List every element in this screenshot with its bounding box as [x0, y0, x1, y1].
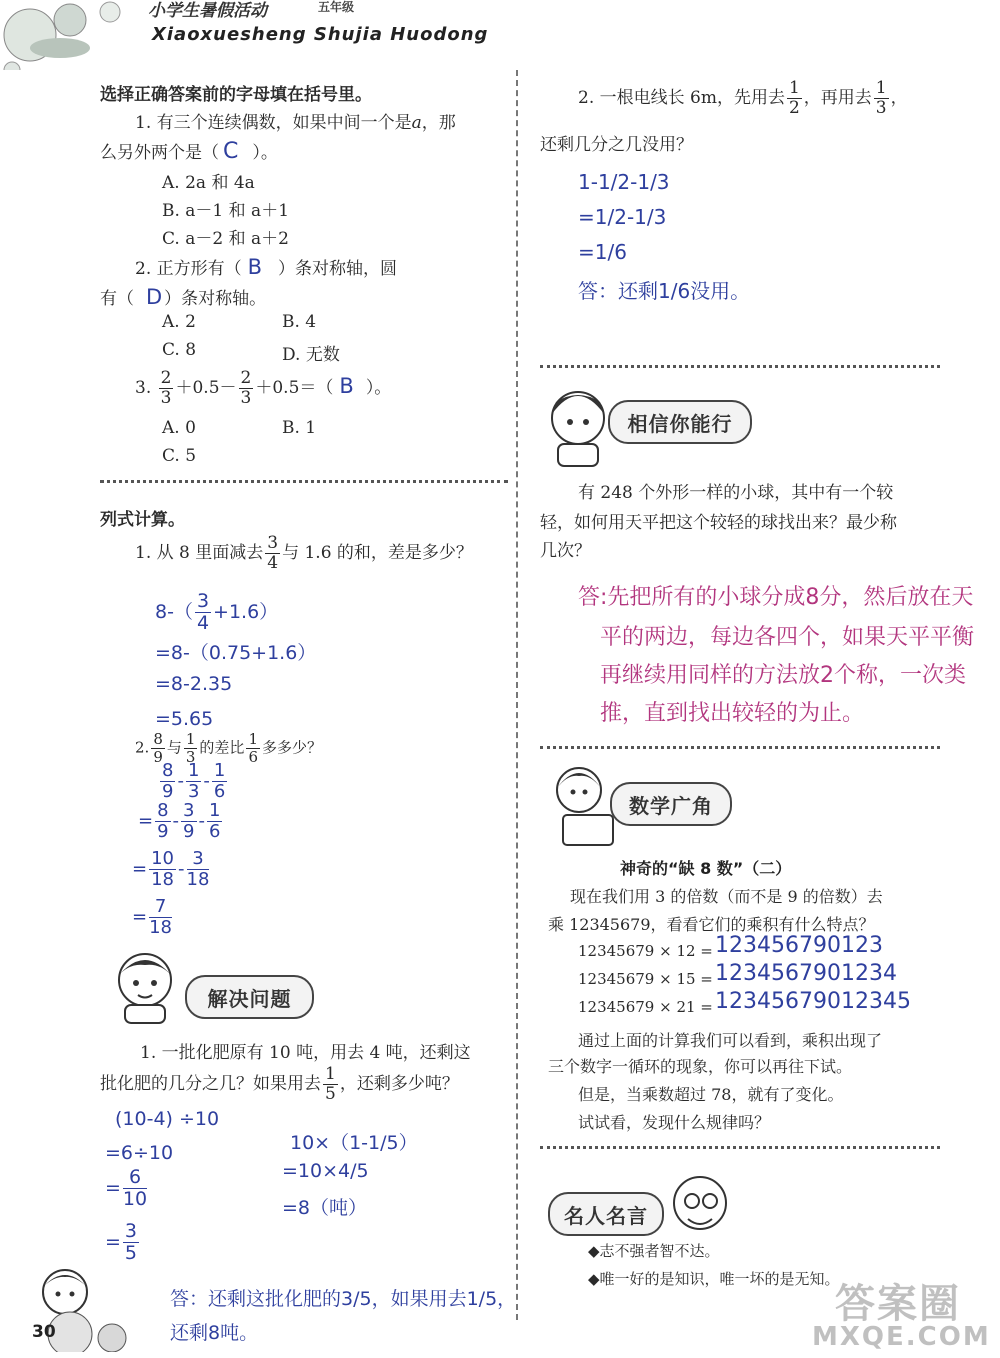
q3-option-c: C. 5	[162, 446, 197, 466]
calc1-work-line3: =8-2.35	[155, 673, 233, 695]
right-q2-work-l3: =1/6	[578, 240, 627, 264]
right-question-2: 2. 一根电线长 6m，先用去 $\frac{1}{2}$ ，再用去 $\frac{1}{3}$ ，	[578, 78, 908, 118]
wide-p1: 现在我们用 3 的倍数（而不是 9 的倍数）去	[570, 887, 883, 906]
wide-p2: 乘 12345679，看看它们的乘积有什么特点？	[548, 915, 875, 934]
watermark-url: MXQE.COM	[812, 1322, 991, 1352]
badge-famous-quotes: 名人名言	[548, 1192, 664, 1236]
right-q2-work-l2: =1/2-1/3	[578, 205, 667, 229]
calc2-work-row1: $\frac{8}{9}$ - $\frac{1}{3}$ - $\frac{1}{6}$	[162, 760, 226, 802]
puzzle-line1: 有 248 个外形一样的小球，其中有一个较	[578, 483, 894, 503]
header-title: 小学生暑假活动	[148, 1, 267, 21]
badge-believe-you-can: 相信你能行	[608, 400, 752, 444]
q3-option-b: B. 1	[282, 418, 317, 438]
fraction: $\frac{3}{4}$	[267, 533, 279, 573]
mult-expr-3: 12345679 × 21 =	[578, 998, 713, 1016]
p1-work-left-l4: = $\frac{3}{5}$	[105, 1220, 138, 1264]
old-man-icon	[660, 1165, 740, 1245]
header-edition: 五年级	[318, 0, 355, 14]
mult-expr-1: 12345679 × 12 =	[578, 942, 713, 960]
puzzle-line3: 几次？	[540, 541, 591, 561]
q1-option-c: C. a－2 和 a＋2	[162, 229, 289, 249]
divider	[540, 746, 940, 749]
calc2-work-row4: = $\frac{7}{18}$	[132, 896, 172, 938]
divider	[540, 1146, 940, 1149]
calc-question-2: 2. $\frac{8}{9}$ 与 $\frac{1}{3}$ 的差比 $\frac{1}{6}$ 多多少？	[135, 730, 322, 766]
p1-work-right-l2: =10×4/5	[282, 1160, 369, 1182]
puzzle-answer-l1: 答:先把所有的小球分成8分，然后放在天	[578, 585, 974, 610]
mult-result-3: 12345679012345	[715, 989, 911, 1014]
question-3: 3. $\frac{2}{3}$ ＋0.5－ $\frac{2}{3}$ ＋0.5＝（ B ）。	[135, 368, 392, 408]
answer-q3: B	[339, 374, 354, 398]
p1-answer-line2: 还剩8吨。	[170, 1322, 259, 1344]
puzzle-answer-l2: 平的两边，每边各四个，如果天平平衡	[600, 625, 975, 650]
p1-work-left-l3: = $\frac{6}{10}$	[105, 1166, 148, 1210]
girl-cartoon-icon	[100, 945, 190, 1025]
badge-math-corner: 数学广角	[610, 782, 732, 826]
fraction: $\frac{2}{3}$	[160, 368, 172, 408]
right-question-2-line2: 还剩几分之几没用？	[540, 135, 693, 155]
answer-q1: C	[223, 139, 239, 164]
calc2-work-row3: = $\frac{10}{18}$ - $\frac{3}{18}$	[132, 848, 210, 890]
mult-result-2: 1234567901234	[715, 961, 897, 986]
question-1-line2: 么另外两个是（ C ）。	[100, 139, 278, 164]
question-2: 2. 正方形有（ B ）条对称轴，圆	[135, 255, 398, 279]
badge-solve-problems: 解决问题	[185, 975, 314, 1019]
q1-option-b: B. a－1 和 a＋1	[162, 201, 290, 221]
mult-expr-2: 12345679 × 15 =	[578, 970, 713, 988]
calc1-work-line2: =8-（0.75+1.6）	[155, 642, 317, 664]
wide-title: 神奇的“缺 8 数”（二）	[620, 859, 792, 878]
calc2-work-row2: = $\frac{8}{9}$ - $\frac{3}{9}$ - $\frac{1}{6}$	[138, 800, 221, 842]
column-separator	[516, 70, 518, 1320]
p1-work-left-l2: =6÷10	[105, 1142, 174, 1164]
page-number: 30	[32, 1322, 56, 1342]
p1-work-left-l1: (10-4) ÷10	[115, 1108, 220, 1130]
q1-option-a: A. 2a 和 4a	[162, 173, 255, 193]
quote-1: ◆志不强者智不达。	[588, 1242, 720, 1260]
wide-p3: 通过上面的计算我们可以看到，乘积出现了	[578, 1031, 883, 1050]
q3-option-a: A. 0	[162, 418, 196, 438]
puzzle-line2: 轻，如何用天平把这个较轻的球找出来？最少称	[540, 513, 897, 533]
q2-option-d: D. 无数	[282, 345, 340, 365]
section-title-choice: 选择正确答案前的字母填在括号里。	[100, 85, 372, 105]
q2-option-b: B. 4	[282, 312, 317, 332]
p1-work-right-l3: =8（吨）	[282, 1197, 368, 1219]
q2-option-c: C. 8	[162, 340, 197, 360]
mult-result-1: 123456790123	[715, 933, 883, 958]
wide-p4: 三个数字一循环的现象，你可以再往下试。	[548, 1057, 853, 1076]
answer-q2-square: B	[247, 255, 263, 279]
calc1-work-line1: 8-（ $\frac{3}{4}$ +1.6）	[155, 590, 279, 634]
wide-p5: 但是，当乘数超过 78，就有了变化。	[578, 1085, 844, 1104]
answer-q2-circle: D	[146, 285, 163, 309]
question-1: 1. 有三个连续偶数，如果中间一个是a，那	[135, 113, 456, 133]
quote-2: ◆唯一好的是知识，唯一坏的是无知。	[588, 1270, 840, 1288]
puzzle-answer-l4: 推，直到找出较轻的为止。	[600, 701, 865, 726]
question-2-line2: 有（ D ）条对称轴。	[100, 285, 267, 309]
problem-1-line1: 1. 一批化肥原有 10 吨，用去 4 吨，还剩这	[140, 1043, 471, 1063]
divider	[100, 480, 508, 483]
divider	[540, 365, 940, 368]
right-q2-work-l1: 1-1/2-1/3	[578, 170, 670, 194]
watermark-brand: 答案圈	[835, 1281, 961, 1327]
header-pinyin: Xiaoxuesheng Shujia Huodong	[152, 24, 489, 45]
p1-work-right-l1: 10×（1-1/5）	[290, 1132, 418, 1154]
calc-question-1: 1. 从 8 里面减去 $\frac{3}{4}$ 与 1.6 的和，差是多少？	[135, 533, 473, 573]
wide-p6: 试试看，发现什么规律吗？	[578, 1113, 771, 1132]
puzzle-answer-l3: 再继续用同样的方法放2个称，一次类	[600, 663, 966, 688]
section-title-calc: 列式计算。	[100, 510, 185, 530]
p1-answer-line1: 答：还剩这批化肥的3/5，如果用去1/5，	[170, 1288, 517, 1310]
problem-1-line2: 批化肥的几分之几？如果用去 $\frac{1}{5}$ ，还剩多少吨？	[100, 1064, 459, 1104]
fraction: $\frac{2}{3}$	[240, 368, 252, 408]
right-q2-answer: 答：还剩1/6没用。	[578, 279, 751, 303]
calc1-work-line4: =5.65	[155, 708, 214, 730]
q2-option-a: A. 2	[162, 312, 196, 332]
